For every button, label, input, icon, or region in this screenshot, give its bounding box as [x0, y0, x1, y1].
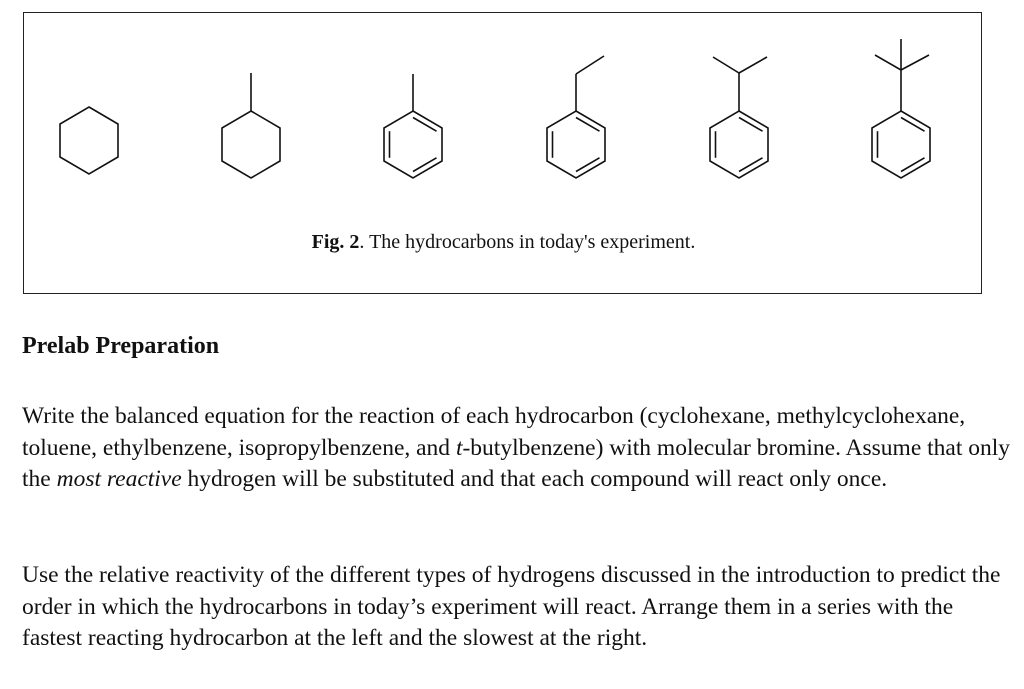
toluene-structure [384, 74, 442, 178]
methylcyclohexane-structure [222, 73, 280, 178]
p1-italic-most-reactive: most reactive [56, 466, 182, 492]
t-butylbenzene-structure [872, 39, 930, 178]
structures-figure [24, 13, 983, 213]
isopropylbenzene-structure [710, 57, 768, 178]
figure-label: Fig. 2 [311, 231, 360, 253]
figure-caption-text: The hydrocarbons in today's experiment. [369, 231, 696, 253]
p1-italic-t: t [455, 434, 463, 461]
prelab-paragraph-2: Use the relative reactivity of the different types of hydrogens discussed in the introduction to predict the order in which the hydrocarbons in today’s experiment will react. Arrange them in a series with the fastest reacting hydrocarbon at the left and the slowest at the right. [22, 562, 1001, 651]
figure-box [23, 12, 982, 294]
prelab-paragraph-1 [22, 401, 1012, 496]
p1-text-a: Write the balanced equation for the reaction of each hydrocarbon (cyclohexane, methylcyclohexane, toluene, ethylbenzene, isopropylbenzene, and [22, 403, 966, 461]
p1-text-e: hydrogen will be substituted and that each compound will react only once. [181, 466, 888, 492]
cyclohexane-structure [60, 107, 118, 174]
prelab-heading: Prelab Preparation [22, 333, 220, 359]
figure-label-separator: . [359, 231, 370, 253]
figure-caption [24, 231, 983, 254]
ethylbenzene-structure [547, 56, 605, 178]
p1-text-c: -butylbenzene) with molecular bromine. Assume that only the [22, 434, 1011, 492]
